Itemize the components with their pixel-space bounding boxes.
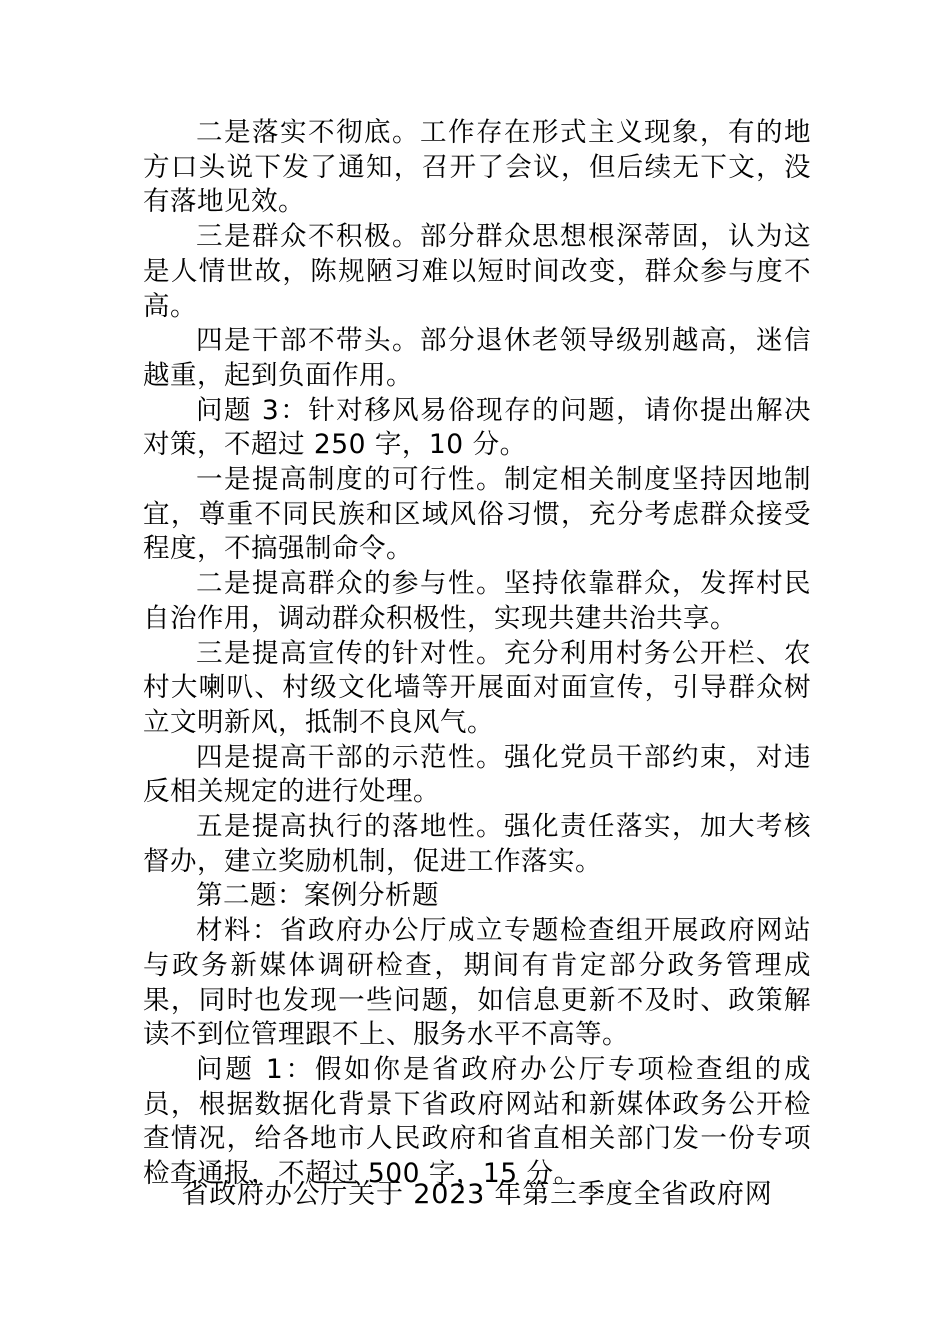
report-title: 省政府办公厅关于 2023 年第三季度全省政府网 <box>181 1179 773 1210</box>
section-heading: 第二题：案例分析题 <box>196 880 439 912</box>
paragraph-cause-3: 三是群众不积极。部分群众思想根深蒂固，认为这是人情世故，陈规陋习难以短时间改变，群众参与度不高。 <box>143 221 811 322</box>
paragraph-measure-4: 四是提高干部的示范性。强化党员干部约束，对违反相关规定的进行处理。 <box>143 741 811 808</box>
paragraph-cause-2: 二是落实不彻底。工作存在形式主义现象，有的地方口头说下发了通知，召开了会议，但后续无下文，没有落地见效。 <box>143 117 811 218</box>
paragraph-measure-1: 一是提高制度的可行性。制定相关制度坚持因地制宜，尊重不同民族和区域风俗习惯，充分考虑群众接受程度，不搞强制命令。 <box>143 464 811 565</box>
paragraph-measure-2: 二是提高群众的参与性。坚持依靠群众，发挥村民自治作用，调动群众积极性，实现共建共治共享。 <box>143 568 811 634</box>
paragraph-measure-5: 五是提高执行的落地性。强化责任落实，加大考核督办，建立奖励机制，促进工作落实。 <box>143 811 811 877</box>
case-material: 材料：省政府办公厅成立专题检查组开展政府网站与政务新媒体调研检查，期间有肯定部分政务管理成果，同时也发现一些问题，如信息更新不及时、政策解读不到位管理跟不上、服务水平不高等。 <box>143 915 811 1051</box>
question-3: 问题 3：针对移风易俗现存的问题，请你提出解决对策，不超过 250 字，10 分。 <box>143 394 811 461</box>
question-1: 问题 1：假如你是省政府办公厅专项检查组的成员，根据数据化背景下省政府网站和新媒体政务公开检查情况，给各地市人民政府和省直相关部门发一份专项检查通报，不超过 500 字，15 分。 <box>143 1053 811 1190</box>
document-body <box>143 116 811 1192</box>
paragraph-cause-4: 四是干部不带头。部分退休老领导级别越高，迷信越重，起到负面作用。 <box>143 325 811 391</box>
paragraph-measure-3: 三是提高宣传的针对性。充分利用村务公开栏、农村大喇叭、村级文化墙等开展面对面宣传，引导群众树立文明新风，抵制不良风气。 <box>143 637 811 738</box>
